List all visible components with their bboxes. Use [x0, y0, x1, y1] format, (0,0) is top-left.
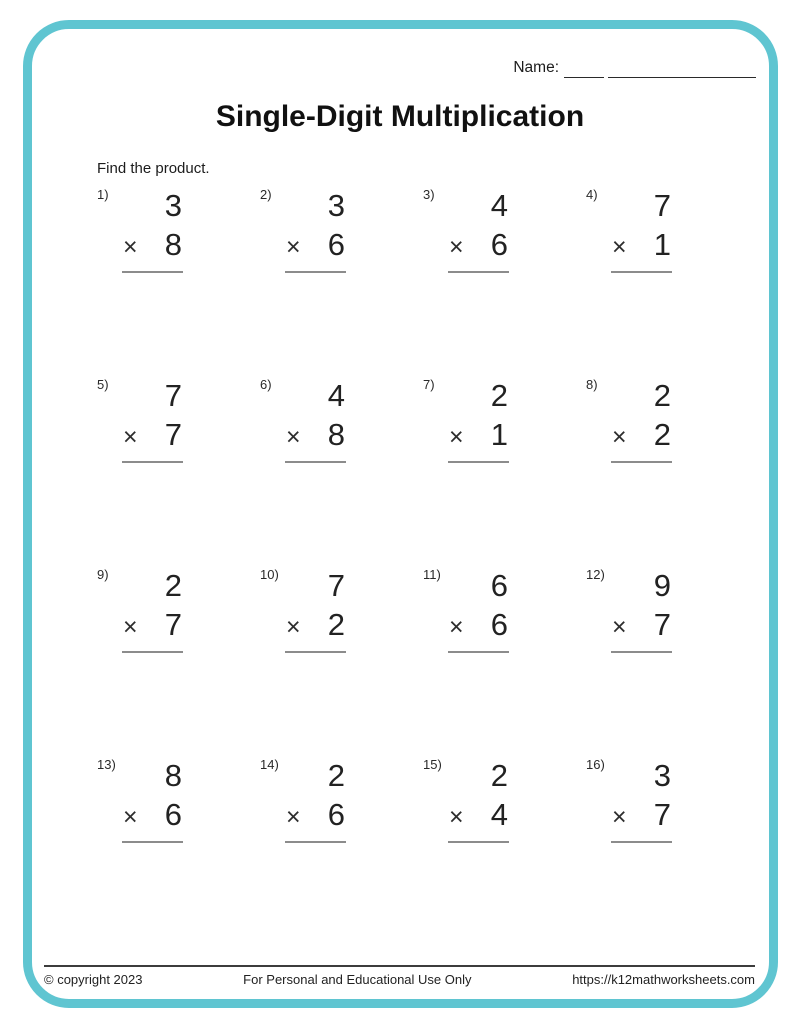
multiplier-row: [449, 795, 508, 837]
name-label: Name:: [513, 59, 559, 76]
problem-work-area: [123, 186, 182, 273]
answer-line[interactable]: [611, 841, 672, 843]
problem: [423, 186, 586, 376]
multiply-icon: ×: [123, 423, 138, 451]
answer-line[interactable]: [285, 461, 346, 463]
multiply-icon: ×: [123, 613, 138, 641]
problem-number: 7): [423, 377, 435, 392]
answer-line[interactable]: [122, 271, 183, 273]
multiplicand: 7: [327, 568, 345, 603]
usage-text: For Personal and Educational Use Only: [243, 972, 472, 987]
footer-divider: [44, 965, 755, 967]
problem-number: 5): [97, 377, 109, 392]
problem-work-area: [286, 566, 345, 653]
multiplier-row: [449, 225, 508, 267]
problem-work-area: [612, 756, 671, 843]
answer-line[interactable]: [611, 271, 672, 273]
problem: [586, 186, 749, 376]
multiply-icon: ×: [123, 803, 138, 831]
answer-line[interactable]: [611, 651, 672, 653]
multiply-icon: ×: [286, 423, 301, 451]
answer-line[interactable]: [122, 461, 183, 463]
problem-number: 2): [260, 187, 272, 202]
problem-work-area: [449, 186, 508, 273]
multiplier: 1: [653, 227, 671, 262]
problems-grid: [97, 186, 749, 946]
footer: [44, 972, 755, 987]
answer-line[interactable]: [122, 651, 183, 653]
problem-work-area: [286, 376, 345, 463]
multiplier-row: [612, 605, 671, 647]
multiplier-row: [123, 415, 182, 457]
multiply-icon: ×: [612, 803, 627, 831]
answer-line[interactable]: [448, 271, 509, 273]
multiplier: 2: [653, 417, 671, 452]
answer-line[interactable]: [611, 461, 672, 463]
answer-line[interactable]: [285, 271, 346, 273]
multiplier: 7: [164, 417, 182, 452]
problem-work-area: [123, 756, 182, 843]
multiply-icon: ×: [286, 233, 301, 261]
multiplier-row: [286, 225, 345, 267]
multiply-icon: ×: [286, 613, 301, 641]
multiplicand: 2: [490, 378, 508, 413]
problem: [260, 566, 423, 756]
problem-work-area: [123, 566, 182, 653]
problem-number: 13): [97, 757, 116, 772]
problem-number: 15): [423, 757, 442, 772]
multiplier: 6: [327, 227, 345, 262]
name-field: [513, 58, 756, 78]
problem-work-area: [449, 756, 508, 843]
multiply-icon: ×: [612, 423, 627, 451]
multiplier: 6: [490, 607, 508, 642]
multiply-icon: ×: [612, 613, 627, 641]
problem: [97, 566, 260, 756]
problem-work-area: [449, 566, 508, 653]
multiplier-row: [286, 605, 345, 647]
multiplicand: 4: [490, 188, 508, 223]
multiplicand: 2: [490, 758, 508, 793]
multiplicand: 9: [653, 568, 671, 603]
multiplicand: 6: [490, 568, 508, 603]
multiplicand: 3: [327, 188, 345, 223]
multiplier: 1: [490, 417, 508, 452]
multiplicand: 3: [653, 758, 671, 793]
answer-line[interactable]: [448, 651, 509, 653]
problem-work-area: [286, 756, 345, 843]
multiplier: 6: [327, 797, 345, 832]
problem-number: 12): [586, 567, 605, 582]
multiply-icon: ×: [449, 233, 464, 261]
problem-work-area: [449, 376, 508, 463]
problem-number: 10): [260, 567, 279, 582]
multiplicand: 2: [653, 378, 671, 413]
answer-line[interactable]: [448, 461, 509, 463]
copyright-text: © copyright 2023: [44, 972, 143, 987]
problem: [423, 566, 586, 756]
multiplier: 7: [164, 607, 182, 642]
multiplicand: 7: [653, 188, 671, 223]
multiplier-row: [449, 415, 508, 457]
name-blank-line-short[interactable]: [564, 59, 604, 78]
multiply-icon: ×: [286, 803, 301, 831]
multiplicand: 8: [164, 758, 182, 793]
multiply-icon: ×: [449, 423, 464, 451]
problem-number: 4): [586, 187, 598, 202]
problem-number: 16): [586, 757, 605, 772]
multiplier-row: [612, 415, 671, 457]
problem: [260, 756, 423, 946]
answer-line[interactable]: [448, 841, 509, 843]
multiplier-row: [286, 795, 345, 837]
problem: [586, 756, 749, 946]
problem-number: 11): [423, 567, 441, 582]
multiplier: 6: [490, 227, 508, 262]
problem: [423, 376, 586, 566]
problem-number: 3): [423, 187, 435, 202]
multiplier-row: [123, 795, 182, 837]
multiplier: 4: [490, 797, 508, 832]
answer-line[interactable]: [122, 841, 183, 843]
multiplier: 8: [164, 227, 182, 262]
problem-number: 1): [97, 187, 109, 202]
problem: [586, 566, 749, 756]
multiplier-row: [123, 605, 182, 647]
name-blank-line-long[interactable]: [608, 59, 756, 78]
site-url[interactable]: https://k12mathworksheets.com: [572, 972, 755, 987]
multiply-icon: ×: [449, 803, 464, 831]
problem-work-area: [612, 566, 671, 653]
problem-work-area: [286, 186, 345, 273]
multiply-icon: ×: [449, 613, 464, 641]
multiplier-row: [612, 225, 671, 267]
problem: [260, 376, 423, 566]
problem: [260, 186, 423, 376]
problem: [586, 376, 749, 566]
problem-work-area: [123, 376, 182, 463]
problem-number: 8): [586, 377, 598, 392]
problem: [423, 756, 586, 946]
multiply-icon: ×: [123, 233, 138, 261]
problem: [97, 756, 260, 946]
answer-line[interactable]: [285, 651, 346, 653]
problem: [97, 186, 260, 376]
problem-number: 6): [260, 377, 272, 392]
problem: [97, 376, 260, 566]
multiplier: 7: [653, 607, 671, 642]
multiplicand: 2: [164, 568, 182, 603]
multiplicand: 2: [327, 758, 345, 793]
problem-work-area: [612, 376, 671, 463]
multiplier-row: [286, 415, 345, 457]
multiplier-row: [449, 605, 508, 647]
multiply-icon: ×: [612, 233, 627, 261]
multiplier-row: [123, 225, 182, 267]
instruction-text: Find the product.: [97, 160, 210, 177]
problem-number: 14): [260, 757, 279, 772]
multiplier-row: [612, 795, 671, 837]
page-title: Single-Digit Multiplication: [215, 100, 585, 133]
multiplier: 8: [327, 417, 345, 452]
multiplier: 7: [653, 797, 671, 832]
problem-work-area: [612, 186, 671, 273]
multiplicand: 7: [164, 378, 182, 413]
multiplier: 6: [164, 797, 182, 832]
multiplicand: 4: [327, 378, 345, 413]
multiplicand: 3: [164, 188, 182, 223]
problem-number: 9): [97, 567, 109, 582]
multiplier: 2: [327, 607, 345, 642]
answer-line[interactable]: [285, 841, 346, 843]
